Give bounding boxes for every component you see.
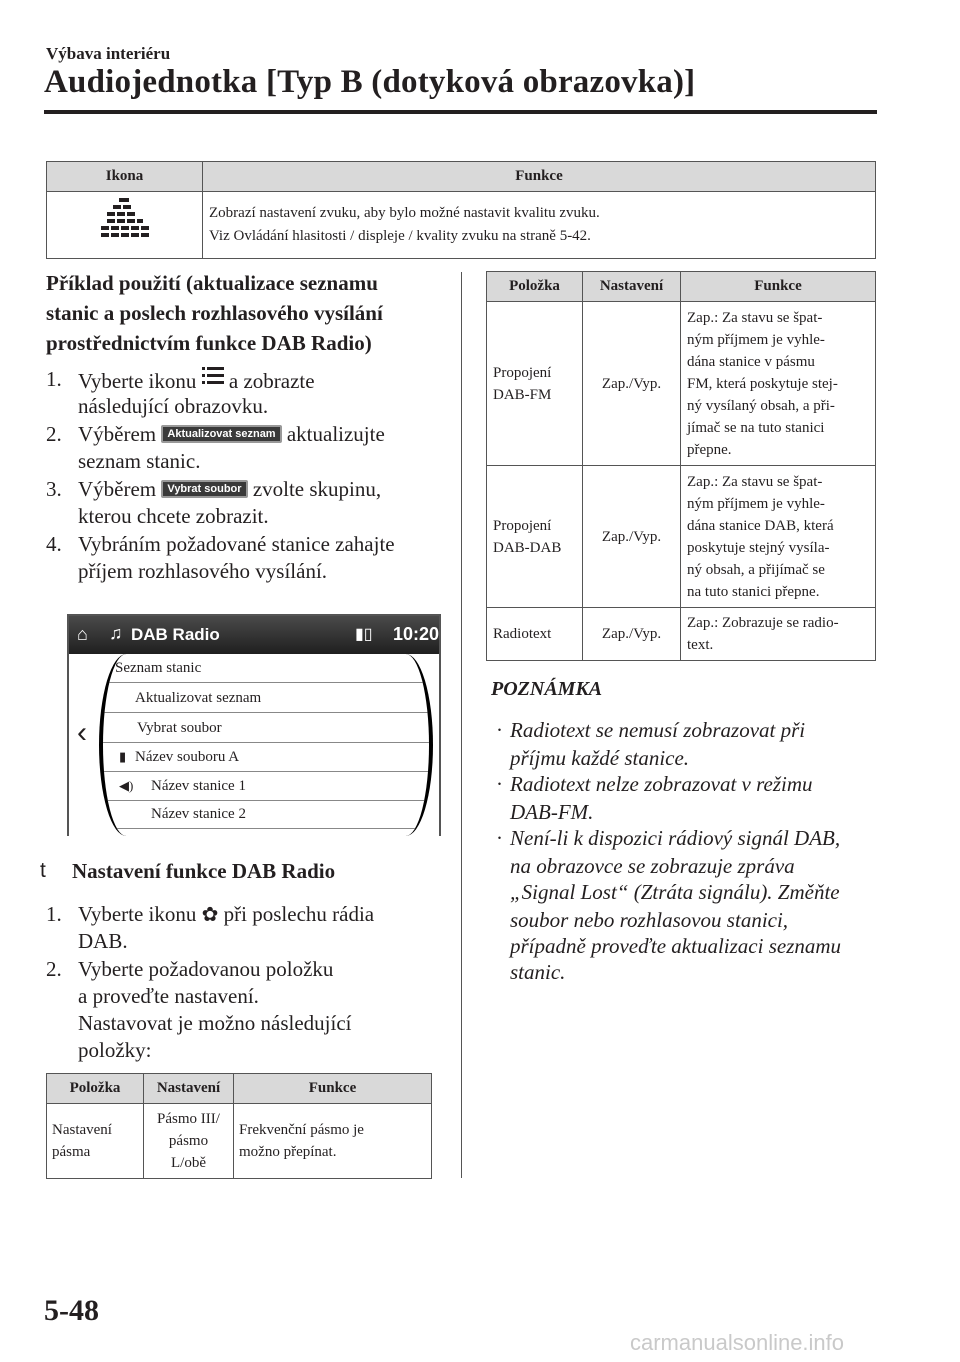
icon-function-cell <box>203 192 876 259</box>
folder-icon: ▮ <box>119 749 127 764</box>
band-header-funkce: Funkce <box>234 1074 432 1104</box>
section-label: Výbava interiéru <box>46 44 171 63</box>
settings-item: Propojení DAB-FM <box>487 302 583 466</box>
note-title: POZNÁMKA <box>491 678 603 700</box>
section-marker: t <box>40 859 46 882</box>
step-text: aktualizujte <box>286 422 385 446</box>
band-table <box>46 1073 432 1179</box>
settings-row <box>487 302 876 466</box>
screen-title: DAB Radio <box>131 625 220 644</box>
step-number: 1. <box>46 902 62 926</box>
dab-extra-2: položky: <box>78 1038 152 1062</box>
band-function: Frekvenční pásmo je možno přepínat. <box>234 1104 432 1179</box>
screen-row: ◀) Název stanice 1 <box>103 772 429 801</box>
band-header-polozka: Položka <box>47 1074 144 1104</box>
header-funkce: Funkce <box>203 162 876 192</box>
dab-step-1 <box>46 901 446 957</box>
screen-row: Aktualizovat seznam <box>103 684 429 713</box>
icon-function-line-1: Zobrazí nastavení zvuku, aby bylo možné nastavit kvalitu zvuku. <box>209 205 600 221</box>
screen-status-bar <box>69 616 439 654</box>
step-number: 1. <box>46 367 62 391</box>
dab-radio-screenshot <box>67 614 441 836</box>
settings-value: Zap./Vyp. <box>583 466 681 608</box>
screen-row: Název stanice 2 <box>103 800 429 829</box>
step-number: 4. <box>46 532 62 556</box>
settings-header-nastaveni: Nastavení <box>583 272 681 302</box>
example-heading-2: stanic a poslech rozhlasového vysílání <box>46 301 383 325</box>
step-text: Vybráním požadované stanice zahajte <box>78 532 395 556</box>
step-number: 2. <box>46 422 62 446</box>
step-continuation: kterou chcete zobrazit. <box>78 504 269 528</box>
equalizer-icon <box>97 196 153 246</box>
step-text: zvolte skupinu, <box>252 477 382 501</box>
screen-row: ▮ Název souboru A <box>103 743 429 772</box>
example-heading-3: prostřednictvím funkce DAB Radio) <box>46 331 372 355</box>
home-icon: ⌂ <box>77 624 88 644</box>
signal-icon: ▮▯ <box>355 626 373 643</box>
example-step-3 <box>46 476 446 532</box>
title-rule <box>44 110 877 114</box>
settings-value: Zap./Vyp. <box>583 608 681 661</box>
settings-table <box>486 271 876 661</box>
screen-row: Seznam stanic <box>103 654 429 683</box>
example-heading-1: Příklad použití (aktualizace seznamu <box>46 271 378 295</box>
settings-row <box>487 466 876 608</box>
page-number: 5-48 <box>44 1294 99 1327</box>
step-number: 2. <box>46 957 62 981</box>
vybrat-soubor-button: Vybrat soubor <box>161 480 247 498</box>
step-line <box>78 901 374 928</box>
back-chevron-icon: ‹ <box>77 716 87 749</box>
dab-extra-1: Nastavovat je možno následující <box>78 1011 352 1035</box>
icon-function-line-2: Viz Ovládání hlasitosti / displeje / kvality zvuku na straně 5-42. <box>209 228 591 244</box>
dab-step-2 <box>46 956 446 1012</box>
dab-settings-heading: Nastavení funkce DAB Radio <box>72 859 336 883</box>
watermark: carmanualsonline.info <box>630 1330 845 1355</box>
step-continuation: seznam stanic. <box>78 449 201 473</box>
page-title: Audiojednotka [Typ B (dotyková obrazovka)] <box>44 64 696 100</box>
step-continuation: a proveďte nastavení. <box>78 984 259 1008</box>
settings-item: Radiotext <box>487 608 583 661</box>
music-note-icon: ♫ <box>109 623 123 643</box>
aktualizovat-seznam-button: Aktualizovat seznam <box>161 425 281 443</box>
step-text: při poslechu rádia <box>223 902 375 926</box>
settings-function: Zap.: Za stavu se špat- ným příjmem je vyhle- dána stanice v pásmu FM, která poskytuje stej- ný vysílaný obsah, a při- jímač se na tuto stanici přepne. <box>681 302 876 466</box>
band-item: Nastavení pásma <box>47 1104 144 1179</box>
step-text: Výběrem <box>78 477 157 501</box>
step-text: a zobrazte <box>228 369 315 393</box>
example-step-2 <box>46 421 446 477</box>
list-icon <box>202 366 224 386</box>
band-header-nastaveni: Nastavení <box>144 1074 234 1104</box>
step-text: Vyberte požadovanou položku <box>78 957 334 981</box>
settings-function: Zap.: Zobrazuje se radio- text. <box>681 608 876 661</box>
screen-list-panel <box>99 654 433 836</box>
speaker-icon: ◀) <box>119 778 134 793</box>
header-ikona: Ikona <box>47 162 203 192</box>
band-setting: Pásmo III/ pásmo L/obě <box>144 1104 234 1179</box>
settings-value: Zap./Vyp. <box>583 302 681 466</box>
screen-row: Vybrat soubor <box>103 714 429 743</box>
icon-table <box>46 161 876 259</box>
step-number: 3. <box>46 477 62 501</box>
equalizer-icon-cell <box>47 192 203 259</box>
settings-item: Propojení DAB-DAB <box>487 466 583 608</box>
settings-header-polozka: Položka <box>487 272 583 302</box>
step-continuation: následující obrazovku. <box>78 394 269 418</box>
step-text: Výběrem <box>78 422 157 446</box>
step-text: Vyberte ikonu <box>78 369 197 393</box>
settings-function: Zap.: Za stavu se špat- ným příjmem je vyhle- dána stanice DAB, která poskytuje stejný vysíla- ný obsah, a přijímač se na tuto stanici přepne. <box>681 466 876 608</box>
step-line <box>78 366 315 395</box>
screen-time: 10:20 <box>393 624 440 644</box>
example-step-1 <box>46 366 446 422</box>
step-continuation: příjem rozhlasového vysílání. <box>78 559 328 583</box>
step-line <box>78 476 381 503</box>
step-line <box>78 421 385 448</box>
settings-header-funkce: Funkce <box>681 272 876 302</box>
step-continuation: DAB. <box>78 929 128 953</box>
gear-icon: ✿ <box>201 902 219 926</box>
settings-row <box>487 608 876 661</box>
step-text: Vyberte ikonu <box>78 902 197 926</box>
screen-body <box>69 654 439 836</box>
column-divider <box>461 272 462 1178</box>
example-step-4 <box>46 531 446 587</box>
